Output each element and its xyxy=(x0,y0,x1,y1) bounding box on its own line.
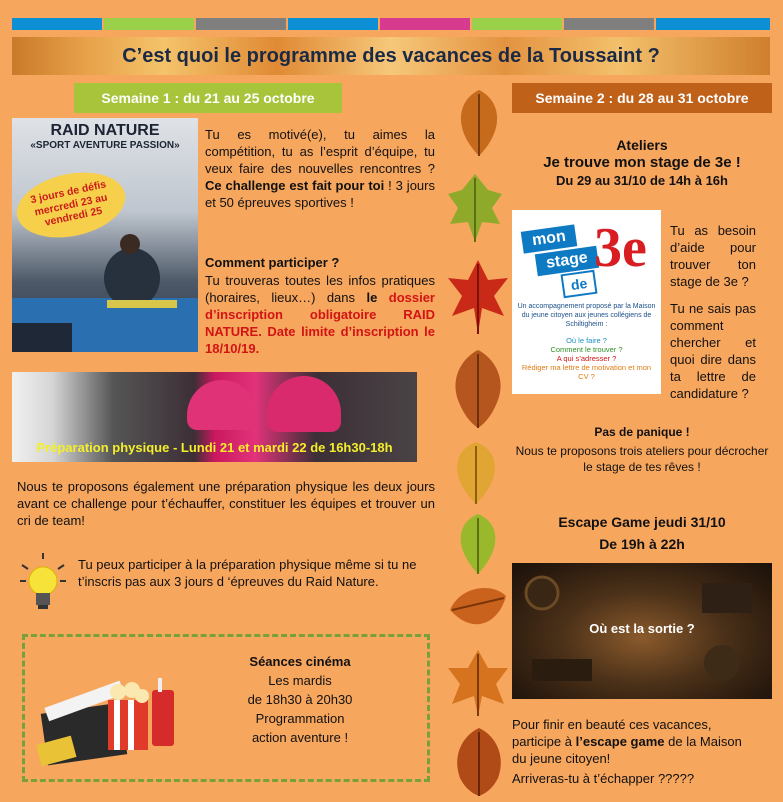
header-stripe xyxy=(564,18,654,30)
raid-intro-end: ! 3 jours et 50 épreuves sportives ! xyxy=(205,178,435,210)
logo-3e: 3e xyxy=(594,217,647,279)
logo-question: Rédiger ma lettre de motivation et mon CV ? xyxy=(521,363,652,381)
obstacle-course-icon xyxy=(12,238,198,352)
logo-question: A qui s’adresser ? xyxy=(556,354,617,363)
logo-mon: mon xyxy=(521,224,578,253)
escape-img-caption: Où est la sortie ? xyxy=(589,621,695,636)
cinema-line: de 18h30 à 20h30 xyxy=(247,692,353,707)
leaf-icon xyxy=(448,348,508,430)
escape-room-photo xyxy=(512,563,772,699)
header-stripe xyxy=(288,18,378,30)
logo-question: Comment le trouver ? xyxy=(550,345,623,354)
raid-intro-text: Tu es motivé(e), tu aimes la compétition, tu as l’esprit d’équipe, tu veux faire des nouvelles rencontres ? xyxy=(205,127,435,176)
prep-tip: Tu peux participer à la préparation physique même si tu ne t’inscris pas aux 3 jours d ‘épreuves du Raid Nature. xyxy=(78,557,417,589)
escape-text-bold: l’escape game xyxy=(575,734,665,749)
raid-intro xyxy=(205,126,435,211)
ateliers-dates: Du 29 au 31/10 de 14h à 16h xyxy=(556,173,728,188)
ateliers-subtitle: Je trouve mon stage de 3e ! xyxy=(543,154,741,171)
escape-question: Arriveras-tu à t’échapper ????? xyxy=(512,771,695,786)
leaf-icon xyxy=(444,172,506,244)
leaf-icon xyxy=(446,258,510,336)
cinema-title: Séances cinéma xyxy=(249,654,351,669)
cinema-line: action aventure ! xyxy=(251,730,349,745)
ateliers-title: Ateliers xyxy=(616,137,668,153)
shoe-icon xyxy=(187,380,257,430)
logo-de: de xyxy=(560,270,597,298)
no-panic-text: Nous te proposons trois ateliers pour décrocher le stage de tes rêves ! xyxy=(515,444,769,474)
header-stripe xyxy=(472,18,562,30)
no-panic-title: Pas de panique ! xyxy=(594,425,690,439)
raid-nature-photo xyxy=(12,118,198,352)
header-stripe xyxy=(12,18,102,30)
cinema-info xyxy=(200,652,400,747)
how-to-text xyxy=(205,272,435,357)
logo-stage: stage xyxy=(535,246,599,276)
header-stripe xyxy=(656,18,770,30)
shoe-icon xyxy=(267,376,341,432)
leaf-icon xyxy=(450,88,508,158)
how-to-title: Comment participer ? xyxy=(205,255,340,270)
ateliers-heading xyxy=(512,136,772,190)
lightbulb-icon xyxy=(18,551,68,613)
cinema-line: Les mardis xyxy=(268,673,332,688)
raid-photo-subtitle: «SPORT AVENTURE PASSION» xyxy=(30,140,180,151)
page-title: C’est quoi le programme des vacances de la Toussaint ? xyxy=(122,45,660,67)
logo-description: Un accompagnement proposé par la Maison du jeune citoyen aux jeunes collégiens de Schiltigheim : xyxy=(517,303,656,328)
escape-text: Pour finir en beauté ces vacances, participe à xyxy=(512,717,712,749)
escape-description xyxy=(512,716,758,767)
leaf-icon xyxy=(446,648,510,718)
header-stripe xyxy=(104,18,194,30)
logo-question: Où le faire ? xyxy=(566,336,607,345)
prep-text: Nous te proposons également une préparation physique les deux jours avant ce challenge pour t’échauffer, constituer les équipes et trouver un cri de team! xyxy=(17,479,435,528)
escape-text-end: de la Maison du jeune citoyen! xyxy=(512,734,742,766)
leaf-icon xyxy=(446,580,508,640)
cinema-line: Programmation xyxy=(255,711,345,726)
week1-label: Semaine 1 : du 21 au 25 octobre xyxy=(74,83,342,113)
prep-caption: Préparation physique - Lundi 21 et mardi 22 de 16h30-18h xyxy=(36,440,393,455)
how-to-body: Tu trouveras toutes les infos pratiques (horaires, lieux…) dans xyxy=(205,273,435,305)
how-to-bold: le xyxy=(366,290,378,305)
mon-stage-logo xyxy=(512,210,661,394)
header-stripe xyxy=(380,18,470,30)
leaf-icon xyxy=(450,726,508,796)
stage-help-2: Tu ne sais pas comment chercher et quoi dire dans ta lettre de candidature ? xyxy=(670,301,756,401)
week2-label: Semaine 2 : du 28 au 31 octobre xyxy=(512,83,772,113)
raid-photo-title: RAID NATURE xyxy=(50,122,160,139)
registration-deadline: dossier d’inscription obligatoire RAID NATURE. Date limite d’inscription le 18/10/19. xyxy=(205,290,435,356)
escape-title: Escape Game jeudi 31/10 xyxy=(558,514,726,530)
stage-help-1: Tu as besoin d’aide pour trouver ton stage de 3e ? xyxy=(670,223,756,289)
cinema-clapper-icon xyxy=(38,660,188,770)
leaf-icon xyxy=(450,512,506,576)
raid-dates-badge: 3 jours de défis mercredi 23 au vendredi 25 xyxy=(11,163,131,247)
logo-questions xyxy=(516,336,657,381)
raid-intro-bold: Ce challenge est fait pour toi xyxy=(205,178,385,193)
escape-time: De 19h à 22h xyxy=(599,536,685,552)
header-stripe xyxy=(196,18,286,30)
leaf-icon xyxy=(446,440,506,506)
